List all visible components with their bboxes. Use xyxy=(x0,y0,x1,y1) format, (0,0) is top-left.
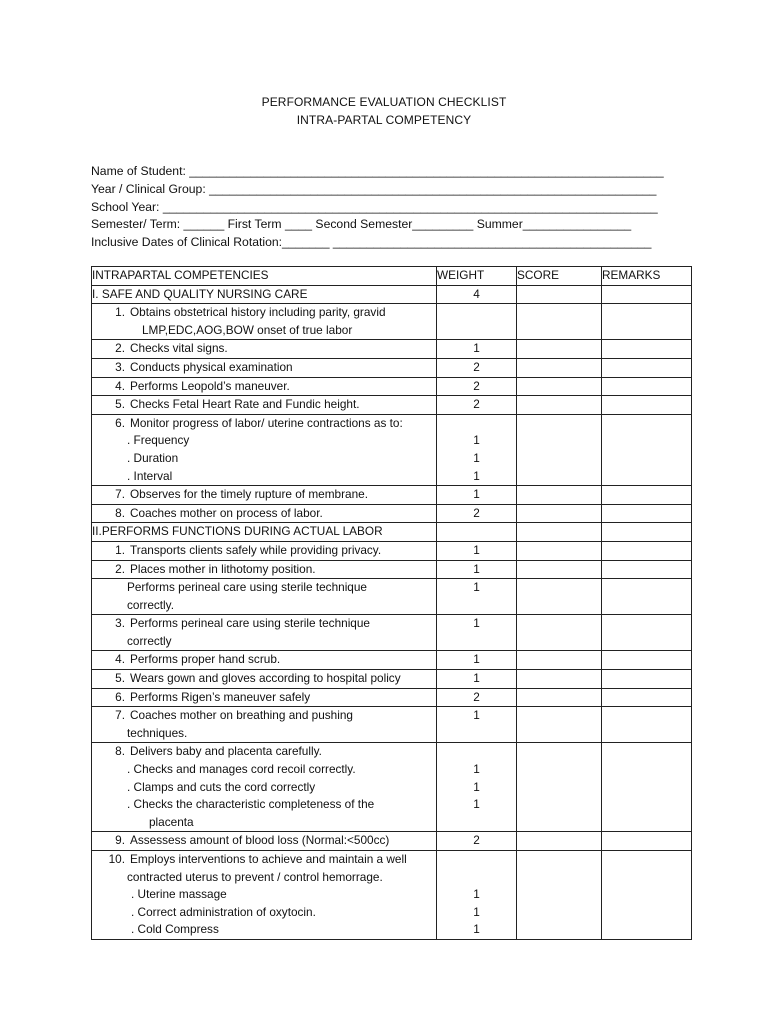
weight-cell xyxy=(437,414,517,485)
sub-item: . Checks and manages cord recoil correctly. xyxy=(127,762,356,777)
remarks-cell xyxy=(602,358,692,377)
header-competencies: INTRAPARTAL COMPETENCIES xyxy=(92,267,437,286)
item-number: 2. xyxy=(115,561,125,576)
item-text-cont: techniques. xyxy=(127,725,188,740)
score-cell xyxy=(517,396,602,415)
item-text: Checks vital signs. xyxy=(130,341,228,356)
document-subtitle: INTRA-PARTAL COMPETENCY xyxy=(296,113,472,127)
item-text: Delivers baby and placenta carefully. xyxy=(130,744,322,759)
item-number: 4. xyxy=(115,652,125,667)
remarks-cell xyxy=(602,523,692,542)
item-number: 5. xyxy=(115,671,125,686)
student-info-block xyxy=(91,163,671,252)
item-number: 7. xyxy=(115,708,125,723)
competency-cell xyxy=(92,304,437,340)
item-number: 4. xyxy=(115,378,125,393)
item-number: 8. xyxy=(115,505,125,520)
weight-cell: 2 xyxy=(437,832,517,851)
item-text: Places mother in lithotomy position. xyxy=(130,561,316,576)
score-cell xyxy=(517,832,602,851)
sub-item-cont: placenta xyxy=(149,814,194,829)
remarks-cell xyxy=(602,340,692,359)
item-text: Observes for the timely rupture of membrane. xyxy=(130,487,368,502)
header-remarks: REMARKS xyxy=(602,267,692,286)
score-cell xyxy=(517,579,602,615)
weight-cell: 4 xyxy=(437,285,517,304)
item-text: Coaches mother on process of labor. xyxy=(130,505,323,520)
sub-item: . Cold Compress xyxy=(131,922,219,937)
sub-item: . Checks the characteristic completeness of the xyxy=(127,797,375,812)
sub-weight: 1 xyxy=(473,762,480,777)
sub-weight: 1 xyxy=(473,468,480,483)
sub-weight: 1 xyxy=(473,904,480,919)
remarks-cell xyxy=(602,541,692,560)
item-text-cont: LMP,EDC,AOG,BOW onset of true labor xyxy=(142,322,353,337)
remarks-cell xyxy=(602,304,692,340)
item-number: 6. xyxy=(115,689,125,704)
weight-cell: 1 xyxy=(437,615,517,651)
table-row xyxy=(92,560,692,579)
remarks-cell xyxy=(602,579,692,615)
remarks-cell xyxy=(602,651,692,670)
sub-item: . Duration xyxy=(127,450,179,465)
header-weight: WEIGHT xyxy=(437,267,517,286)
sub-item: . Uterine massage xyxy=(131,887,227,902)
remarks-cell xyxy=(602,615,692,651)
remarks-cell xyxy=(602,688,692,707)
score-cell xyxy=(517,688,602,707)
clinical-group-line: Year / Clinical Group: __________________________________________________________________ xyxy=(91,181,657,196)
score-cell xyxy=(517,523,602,542)
remarks-cell xyxy=(602,707,692,743)
weight-cell xyxy=(437,743,517,832)
remarks-cell xyxy=(602,285,692,304)
table-row xyxy=(92,414,692,485)
item-text: Conducts physical examination xyxy=(130,359,293,374)
sub-weight: 1 xyxy=(473,887,480,902)
weight-cell: 2 xyxy=(437,688,517,707)
item-text: Wears gown and gloves according to hospital policy xyxy=(130,671,401,686)
item-text: Performs perineal care using sterile technique xyxy=(127,580,367,595)
score-cell xyxy=(517,743,602,832)
table-row xyxy=(92,579,692,615)
table-row xyxy=(92,651,692,670)
score-cell xyxy=(517,541,602,560)
score-cell xyxy=(517,851,602,940)
item-text-cont: correctly. xyxy=(127,597,174,612)
section-row xyxy=(92,523,692,542)
header-score: SCORE xyxy=(517,267,602,286)
table-row xyxy=(92,541,692,560)
sub-item: . Clamps and cuts the cord correctly xyxy=(127,779,316,794)
sub-item: . Correct administration of oxytocin. xyxy=(131,904,316,919)
table-row xyxy=(92,851,692,940)
table-row xyxy=(92,670,692,689)
table-row xyxy=(92,743,692,832)
weight-cell: 1 xyxy=(437,486,517,505)
item-text: Performs proper hand scrub. xyxy=(130,652,281,667)
weight-cell: 1 xyxy=(437,670,517,689)
item-number: 3. xyxy=(115,616,125,631)
item-number: 10. xyxy=(108,852,125,866)
weight-cell: 1 xyxy=(437,560,517,579)
score-cell xyxy=(517,560,602,579)
score-cell xyxy=(517,340,602,359)
remarks-cell xyxy=(602,851,692,940)
score-cell xyxy=(517,670,602,689)
sub-item: . Interval xyxy=(127,468,173,483)
remarks-cell xyxy=(602,832,692,851)
weight-cell xyxy=(437,851,517,940)
score-cell xyxy=(517,304,602,340)
table-row xyxy=(92,377,692,396)
item-text: Monitor progress of labor/ uterine contractions as to: xyxy=(130,415,403,430)
item-text: Obtains obstetrical history including parity, gravid xyxy=(130,305,386,320)
table-row xyxy=(92,486,692,505)
section-row xyxy=(92,285,692,304)
remarks-cell xyxy=(602,396,692,415)
item-number: 6. xyxy=(115,415,125,430)
weight-cell xyxy=(437,523,517,542)
item-text-cont: contracted uterus to prevent / control hemorrage. xyxy=(127,869,383,884)
item-number: 2. xyxy=(115,341,125,356)
remarks-cell xyxy=(602,414,692,485)
item-text: Coaches mother on breathing and pushing xyxy=(130,708,353,723)
item-text: Transports clients safely while providing privacy. xyxy=(130,542,382,557)
score-cell xyxy=(517,377,602,396)
item-number: 1. xyxy=(115,305,125,320)
table-row xyxy=(92,707,692,743)
item-text: Employs interventions to achieve and maintain a well xyxy=(130,852,407,866)
remarks-cell xyxy=(602,486,692,505)
weight-cell: 2 xyxy=(437,377,517,396)
document-title: PERFORMANCE EVALUATION CHECKLIST xyxy=(261,95,507,109)
table-row xyxy=(92,304,692,340)
score-cell xyxy=(517,651,602,670)
semester-line: Semester/ Term: ______ First Term ____ Second Semester_________ Summer________________ xyxy=(91,217,632,232)
table-row xyxy=(92,396,692,415)
remarks-cell xyxy=(602,560,692,579)
competency-table xyxy=(91,266,692,940)
rotation-dates-line: Inclusive Dates of Clinical Rotation:_______ _______________________________________________ xyxy=(91,235,652,250)
item-text: Performs Leopold’s maneuver. xyxy=(130,378,290,393)
score-cell xyxy=(517,486,602,505)
item-text-cont: correctly xyxy=(127,633,172,648)
weight-cell: 2 xyxy=(437,358,517,377)
score-cell xyxy=(517,504,602,523)
remarks-cell xyxy=(602,504,692,523)
table-row xyxy=(92,340,692,359)
score-cell xyxy=(517,358,602,377)
sub-item: . Frequency xyxy=(127,433,190,448)
table-row xyxy=(92,688,692,707)
sub-weight: 1 xyxy=(473,797,480,812)
weight-cell: 1 xyxy=(437,340,517,359)
sub-weight: 1 xyxy=(473,433,480,448)
item-number: 3. xyxy=(115,359,125,374)
remarks-cell xyxy=(602,743,692,832)
weight-cell: 1 xyxy=(437,651,517,670)
weight-cell: 1 xyxy=(437,541,517,560)
remarks-cell xyxy=(602,670,692,689)
item-text: Assessess amount of blood loss (Normal:<500cc) xyxy=(130,833,390,848)
table-header-row xyxy=(92,267,692,286)
item-number: 1. xyxy=(115,542,125,557)
item-text: Checks Fetal Heart Rate and Fundic height. xyxy=(130,397,360,412)
weight-cell: 1 xyxy=(437,579,517,615)
item-number: 9. xyxy=(115,833,125,848)
student-name-line: Name of Student: ______________________________________________________________________ xyxy=(91,164,664,178)
sub-weight: 1 xyxy=(473,779,480,794)
weight-cell: 2 xyxy=(437,396,517,415)
score-cell xyxy=(517,414,602,485)
weight-cell xyxy=(437,304,517,340)
score-cell xyxy=(517,707,602,743)
table-row xyxy=(92,615,692,651)
table-row xyxy=(92,832,692,851)
score-cell xyxy=(517,615,602,651)
sub-weight: 1 xyxy=(473,450,480,465)
item-number: 5. xyxy=(115,397,125,412)
section-label: II.PERFORMS FUNCTIONS DURING ACTUAL LABOR xyxy=(92,523,437,542)
item-text: Performs Rigen’s maneuver safely xyxy=(130,689,311,704)
weight-cell: 2 xyxy=(437,504,517,523)
remarks-cell xyxy=(602,377,692,396)
score-cell xyxy=(517,285,602,304)
table-row xyxy=(92,358,692,377)
school-year-line: School Year: _________________________________________________________________________ xyxy=(91,199,658,214)
table-row xyxy=(92,504,692,523)
item-text: Performs perineal care using sterile technique xyxy=(130,616,370,631)
weight-cell: 1 xyxy=(437,707,517,743)
sub-weight: 1 xyxy=(473,922,480,937)
item-number: 7. xyxy=(115,487,125,502)
section-label: I. SAFE AND QUALITY NURSING CARE xyxy=(92,285,437,304)
item-number: 8. xyxy=(115,744,125,759)
